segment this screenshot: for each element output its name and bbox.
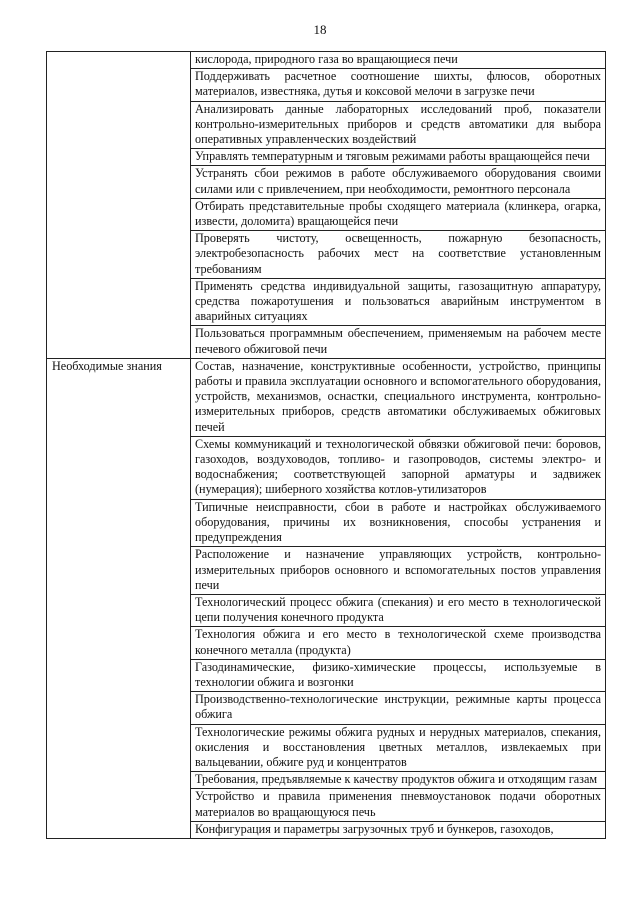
table-cell-text: Схемы коммуникаций и технологической обвязки обжиговой печи: боровов, газоходов, воздуховодов, топливо- и газопроводов, системы электро- и водоснабжения; соответствующей запорной арматуры и задвижек (нумерация); шиберного хозяйства котлов-утилизаторов (191, 436, 606, 499)
table-cell-text: Отбирать представительные пробы сходящего материала (клинкера, огарка, извести, доломита) вращающейся печи (191, 198, 606, 230)
table-cell-text: Типичные неисправности, сбои в работе и настройках обслуживаемого оборудования, причины их возникновения, способы устранения и предупреждения (191, 499, 606, 547)
page-number: 18 (313, 22, 327, 37)
table-cell-text: Технологический процесс обжига (спекания) и его место в технологической цепи получения конечного продукта (191, 594, 606, 626)
table-row (47, 52, 606, 69)
table-body (47, 52, 606, 839)
table-cell-text: Технология обжига и его место в технологической схеме производства конечного металла (продукта) (191, 627, 606, 659)
table-cell-text: Технологические режимы обжига рудных и нерудных материалов, спекания, окисления и восстановления цветных металлов, извлекаемых при вальцевании, обжиге руд и концентратов (191, 724, 606, 772)
table-cell-text: Производственно-технологические инструкции, режимные карты процесса обжига (191, 692, 606, 724)
section-cell-required-knowledge: Необходимые знания (47, 358, 191, 838)
table-cell-text: Анализировать данные лабораторных исследований проб, показатели контрольно-измерительных приборов и средств автоматики для выбора оперативных управленческих воздействий (191, 101, 606, 149)
table-cell-text: Применять средства индивидуальной защиты, газозащитную аппаратуру, средства пожаротушения и пользоваться аварийным инструментом в аварийных ситуациях (191, 278, 606, 326)
table-cell-text: кислорода, природного газа во вращающиеся печи (191, 52, 606, 69)
section-cell-actions (47, 52, 191, 359)
competency-table (46, 51, 606, 839)
table-cell-text: Расположение и назначение управляющих устройств, контрольно-измерительных приборов основного и вспомогательных постов управления печи (191, 547, 606, 595)
table-cell-text: Проверять чистоту, освещенность, пожарную безопасность, электробезопасность рабочих мест на соответствие установленным требованиям (191, 231, 606, 279)
table-cell-text: Устранять сбои режимов в работе обслуживаемого оборудования своими силами или с привлечением, при необходимости, ремонтного персонала (191, 166, 606, 198)
table-cell-text: Управлять температурным и тяговым режимами работы вращающейся печи (191, 149, 606, 166)
table-cell-text: Устройство и правила применения пневмоустановок подачи оборотных материалов во вращающуюся печь (191, 789, 606, 821)
table-cell-text: Поддерживать расчетное соотношение шихты, флюсов, оборотных материалов, известняка, дутья и коксовой мелочи в загрузке печи (191, 69, 606, 101)
table-cell-text: Конфигурация и параметры загрузочных труб и бункеров, газоходов, (191, 821, 606, 838)
table-row (47, 358, 606, 436)
table-cell-text: Состав, назначение, конструктивные особенности, устройство, принципы работы и правила эксплуатации основного и вспомогательного оборудования, устройств, механизмов, оснастки, специального инструмента, контрольно-измерительных приборов, средств автоматики обслуживаемых обжиговых печей (191, 358, 606, 436)
table-cell-text: Газодинамические, физико-химические процессы, используемые в технологии обжига и возгонки (191, 659, 606, 691)
table-cell-text: Пользоваться программным обеспечением, применяемым на рабочем месте печевого обжиговой печи (191, 326, 606, 358)
table-cell-text: Требования, предъявляемые к качеству продуктов обжига и отходящим газам (191, 772, 606, 789)
